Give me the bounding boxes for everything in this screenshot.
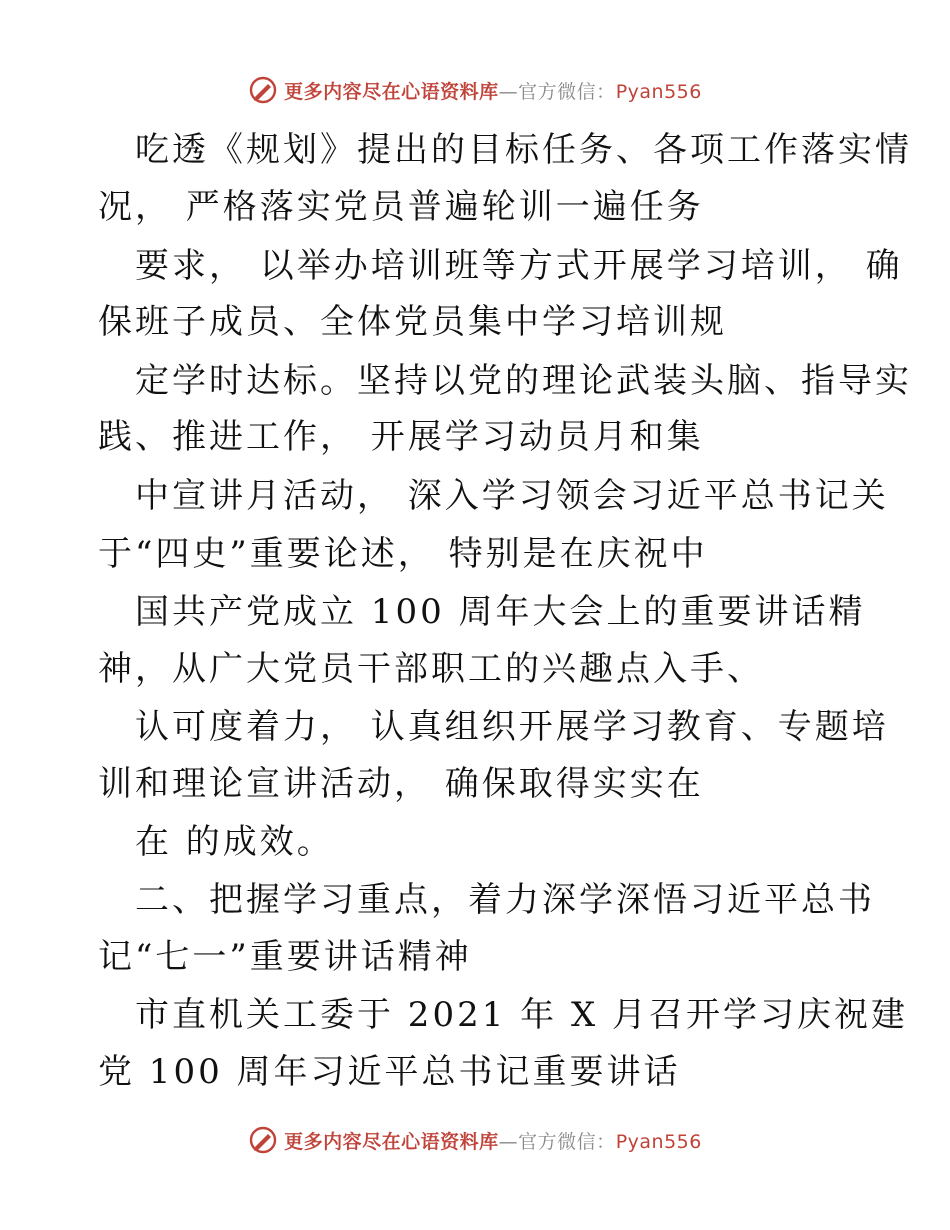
header-promo-text: 更多内容尽在心语资料库: [284, 80, 499, 103]
header-wechat-id: Pyan556: [615, 80, 702, 103]
footer-wechat-id: Pyan556: [615, 1130, 702, 1153]
body-line-11: 认可度着力， 认真组织开展学习教育、专题培: [135, 707, 889, 747]
body-line-14: 市直机关工委于 2021 年 X 月召开学习庆祝建: [135, 995, 908, 1035]
body-line-6: 践、推进工作， 开展学习动员月和集: [98, 417, 704, 457]
body-line-13: 在 的成效。: [135, 822, 334, 862]
section-heading-line-2: 记“七一”重要讲话精神: [98, 937, 472, 977]
body-line-10: 神，从广大党员干部职工的兴趣点入手、: [98, 649, 764, 689]
body-line-2: 况， 严格落实党员普遍轮训一遍任务: [98, 187, 704, 227]
body-line-8: 于“四史”重要论述， 特别是在庆祝中: [98, 534, 708, 574]
body-line-15: 党 100 周年习近平总书记重要讲话: [98, 1052, 681, 1092]
pen-logo-icon: [248, 75, 278, 105]
body-line-7: 中宣讲月活动， 深入学习领会习近平总书记关: [135, 476, 889, 516]
section-heading-line-1: 二、把握学习重点，着力深学深悟习近平总书: [135, 880, 875, 920]
body-line-4: 保班子成员、全体党员集中学习培训规: [98, 302, 727, 342]
footer-banner: [0, 1120, 950, 1160]
pen-logo-icon: [248, 1125, 278, 1155]
footer-separator: —: [498, 1130, 519, 1153]
header-wechat-label: 官方微信：: [518, 80, 616, 103]
body-line-1: 吃透《规划》提出的目标任务、各项工作落实情: [135, 130, 912, 170]
footer-promo-text: 更多内容尽在心语资料库: [284, 1130, 499, 1153]
body-line-12: 训和理论宣讲活动， 确保取得实实在: [98, 764, 704, 804]
header-separator: —: [498, 80, 519, 103]
body-line-3: 要求， 以举办培训班等方式开展学习培训， 确: [135, 246, 903, 286]
header-banner: [0, 70, 950, 110]
body-line-5: 定学时达标。坚持以党的理论武装头脑、指导实: [135, 361, 912, 401]
body-line-9: 国共产党成立 100 周年大会上的重要讲话精: [135, 592, 866, 632]
footer-wechat-label: 官方微信：: [518, 1130, 616, 1153]
